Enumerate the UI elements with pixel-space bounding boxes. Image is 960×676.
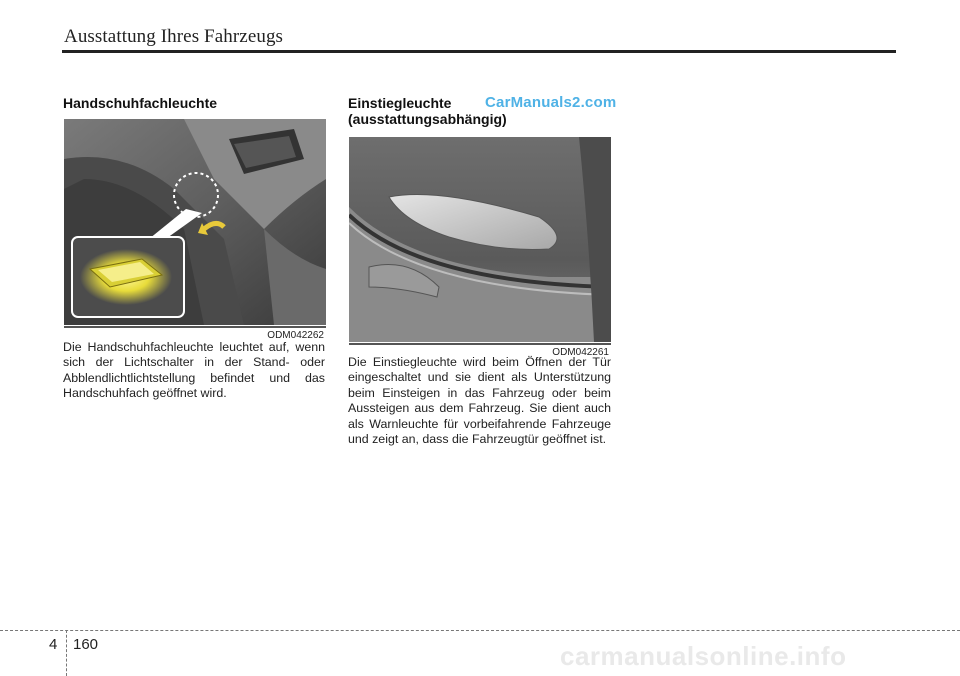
right-body-column — [348, 355, 611, 447]
page-header-title: Ausstattung Ihres Fahrzeugs — [64, 26, 284, 47]
glovebox-lamp-description: Die Handschuhfachleuchte leuchtet auf, wenn sich der Lichtschalter in der Stand- oder Abblendlichtlichtstellung befindet und das Handschuhfach geöffnet wird. — [63, 340, 325, 401]
header-rule — [62, 50, 896, 53]
footer-divider — [66, 630, 67, 676]
left-column — [63, 95, 326, 111]
section-heading-courtesy-lamp: Einstiegleuchte — [348, 95, 452, 111]
courtesy-lamp-illustration — [349, 137, 611, 358]
figure-code-label: ODM042262 — [263, 329, 326, 342]
glovebox-lamp-illustration — [64, 119, 326, 341]
chapter-number: 4 — [49, 636, 58, 653]
footer-watermark: carmanualsonline.info — [560, 641, 847, 671]
figure-rule — [349, 343, 611, 345]
page-number: 160 — [73, 636, 99, 653]
section-heading-courtesy-lamp-sub: (ausstattungsabhängig) — [348, 111, 507, 127]
door-illustration-svg — [349, 137, 611, 342]
left-body-column — [63, 340, 325, 402]
figure-code-label: ODM042261 — [548, 346, 611, 359]
section-heading-glovebox-lamp: Handschuhfachleuchte — [63, 95, 218, 111]
glovebox-illustration-svg — [64, 119, 326, 325]
figure-rule — [64, 326, 326, 328]
watermark-link[interactable]: CarManuals2.com — [485, 94, 617, 111]
footer-rule — [0, 630, 960, 631]
courtesy-lamp-description: Die Einstiegleuchte wird beim Öffnen der Tür eingeschaltet und sie dient als Unterstützung beim Einsteigen in das Fahrzeug oder beim Aussteigen aus dem Fahrzeug. Sie dient auch als Warnleuchte für vorbeifahrende Fahrzeuge und zeigt an, dass die Fahrzeugtür geöffnet ist. — [348, 355, 611, 447]
